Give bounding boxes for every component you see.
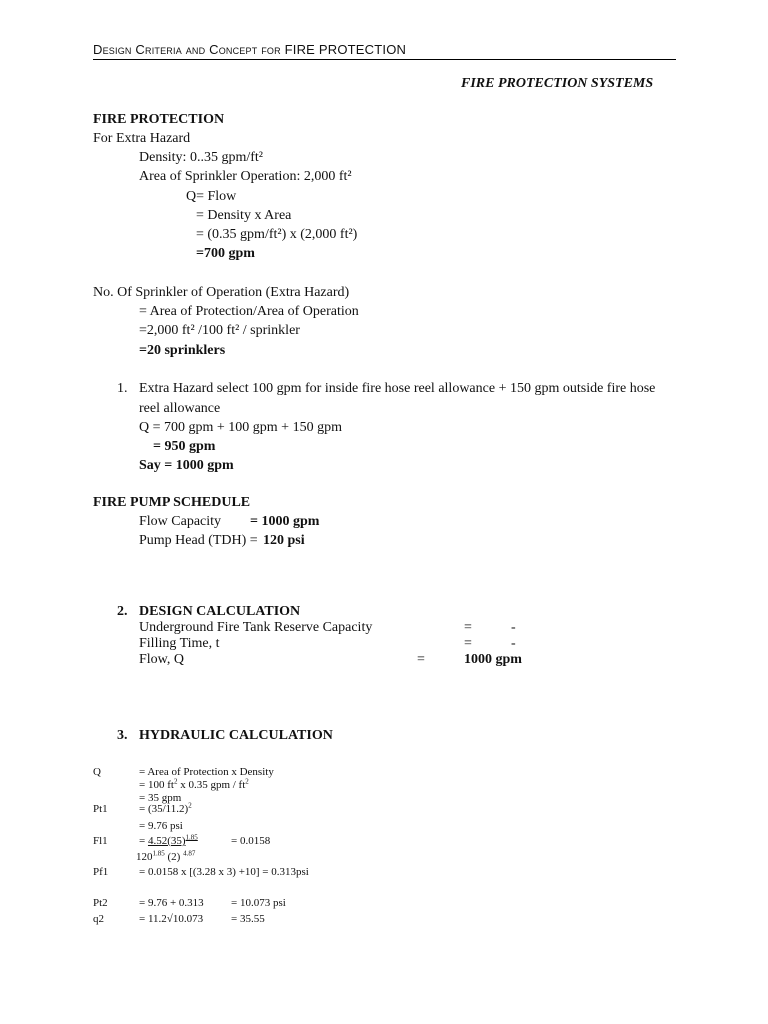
flow-q-value: 1000 gpm (464, 652, 522, 667)
pump-head-value: 120 psi (263, 533, 305, 548)
item-3-number: 3. (117, 728, 128, 743)
fl1-denominator (136, 851, 195, 864)
fl1-num: 4.52(35) (147, 835, 186, 847)
density-line: Density: 0..35 gpm/ft² (139, 150, 263, 165)
tank-capacity-eq: = (464, 620, 472, 635)
pump-head-label: Pump Head (TDH) = (139, 533, 258, 548)
pf1-equation: = 0.0158 x [(3.28 x 3) +10] = 0.313psi (139, 866, 309, 878)
hydraulic-calculation-heading: HYDRAULIC CALCULATION (139, 728, 333, 743)
item-1-equation-1: Q = 700 gpm + 100 gpm + 150 gpm (139, 420, 342, 435)
q-eq2-part-a: = 100 ft (139, 779, 174, 791)
fl1-eq-sign: = (139, 835, 148, 847)
sprinkler-equation-2: =2,000 ft² /100 ft² / sprinkler (139, 323, 300, 338)
pt1-equation-1 (139, 803, 192, 816)
tank-capacity-label: Underground Fire Tank Reserve Capacity (139, 620, 373, 635)
running-header (93, 42, 406, 57)
pt1-equation-2: = 9.76 psi (139, 820, 183, 832)
item-1-number: 1. (117, 381, 128, 396)
fl1-den: 120 (136, 851, 153, 863)
q-equation-1: = Area of Protection x Density (139, 766, 274, 778)
q2-label: q2 (93, 913, 104, 925)
sprinkler-count-heading: No. Of Sprinkler of Operation (Extra Hazard) (93, 285, 350, 300)
pt2-result: = 10.073 psi (231, 897, 286, 909)
pt1-label: Pt1 (93, 803, 108, 815)
sprinkler-area-line: Area of Sprinkler Operation: 2,000 ft² (139, 169, 352, 184)
flow-q-label: Flow, Q (139, 652, 184, 667)
q-equation-3: = 35 gpm (139, 792, 182, 804)
fl1-numerator (139, 835, 198, 848)
header-rule (93, 59, 676, 60)
design-calculation-heading: DESIGN CALCULATION (139, 604, 301, 619)
flow-q-eq: = (417, 652, 425, 667)
fl1-result: = 0.0158 (231, 835, 271, 847)
filling-time-value: - (511, 636, 516, 651)
item-2-number: 2. (117, 604, 128, 619)
header-title-smallcaps: Design Criteria and Concept for (93, 42, 281, 57)
flow-equation-2: = (0.35 gpm/ft²) x (2,000 ft²) (196, 227, 358, 242)
pt1-eq-part: = (35/11.2) (139, 803, 189, 815)
q-eq2-sup: 2 (173, 777, 178, 786)
pt2-label: Pt2 (93, 897, 108, 909)
q-equation-2 (139, 779, 249, 792)
fire-protection-heading: FIRE PROTECTION (93, 112, 225, 127)
document-title: FIRE PROTECTION SYSTEMS (461, 76, 654, 91)
q2-equation: = 11.2√10.073 (139, 913, 204, 925)
q-flow-line: Q= Flow (186, 189, 237, 204)
extra-hazard-subheading: For Extra Hazard (93, 131, 191, 146)
filling-time-label: Filling Time, t (139, 636, 220, 651)
sprinkler-equation-1: = Area of Protection/Area of Operation (139, 304, 359, 319)
q2-result: = 35.55 (231, 913, 265, 925)
fl1-den-2: (2) (164, 851, 184, 863)
pf1-label: Pf1 (93, 866, 109, 878)
pump-schedule-heading: FIRE PUMP SCHEDULE (93, 495, 251, 510)
fl1-den-2-sup: 4.87 (183, 849, 196, 858)
flow-capacity-label: Flow Capacity (139, 514, 222, 529)
fl1-den-sup: 1.85 (152, 849, 165, 858)
q-label: Q (93, 766, 101, 778)
flow-capacity-value: = 1000 gpm (250, 514, 320, 529)
pt2-equation: = 9.76 + 0.313 (139, 897, 204, 909)
pt1-sup: 2 (188, 801, 192, 810)
filling-time-eq: = (464, 636, 472, 651)
q-eq2-part-b: x 0.35 gpm / ft (177, 779, 246, 791)
item-1-equation-2: = 950 gpm (153, 439, 216, 454)
flow-equation-1: = Density x Area (196, 208, 292, 223)
fl1-label: Fl1 (93, 835, 108, 847)
flow-result: =700 gpm (196, 246, 255, 261)
fl1-num-sup: 1.85 (185, 833, 198, 842)
item-1-text-line-1: Extra Hazard select 100 gpm for inside fire hose reel allowance + 150 gpm outside fire hose (139, 381, 656, 396)
sprinkler-result: =20 sprinklers (139, 343, 226, 358)
item-1-result: Say = 1000 gpm (139, 458, 234, 473)
tank-capacity-value: - (511, 620, 516, 635)
item-1-text-line-2: reel allowance (139, 401, 221, 416)
q-eq2-sup-2: 2 (245, 777, 249, 786)
header-title-caps: FIRE PROTECTION (284, 42, 407, 57)
